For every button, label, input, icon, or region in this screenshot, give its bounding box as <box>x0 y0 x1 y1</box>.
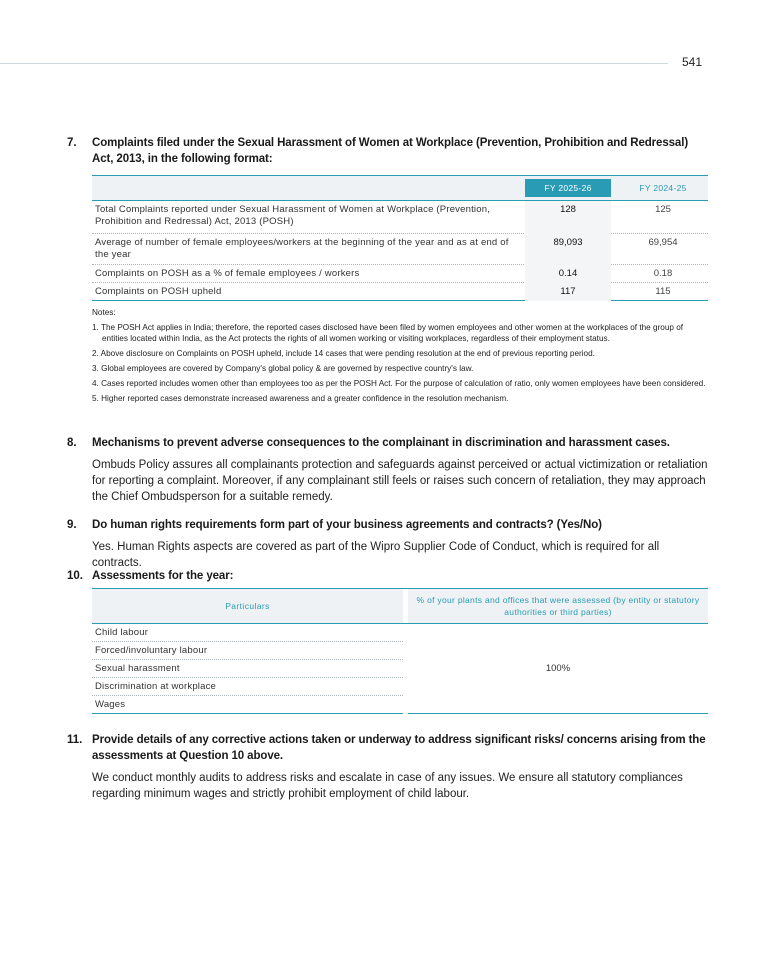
section-9-body: Yes. Human Rights aspects are covered as part of the Wipro Supplier Code of Conduct, which is required for all contracts. <box>92 541 660 569</box>
note-item: 2. Above disclosure on Complaints on POSH upheld, include 14 cases that were pending resolution at the end of previous reporting period. <box>92 349 595 358</box>
section-10-title: Assessments for the year: <box>92 570 234 582</box>
section-11-number: 11. <box>67 734 83 746</box>
section-10-number: 10. <box>67 570 83 582</box>
note-item: 1. The POSH Act applies in India; therefore, the reported cases disclosed have been filed by women employees and other women at the workplaces of the group of entities located within India, as the Act protects the rights of all women working or visiting workplaces, regardless of their employment status. <box>92 323 684 343</box>
posh-complaints-table <box>92 175 708 301</box>
table-row <box>92 201 708 234</box>
section-7 <box>67 135 709 167</box>
table-row <box>92 265 708 283</box>
table-row <box>92 234 708 265</box>
header-fy-2025-26: FY 2025-26 <box>525 179 611 197</box>
row-value-fy2024: 115 <box>655 286 671 297</box>
section-8-title: Mechanisms to prevent adverse consequences to the complainant in discrimination and harassment cases. <box>92 437 670 449</box>
table-row: Wages <box>92 696 403 714</box>
row-value-fy2024: 69,954 <box>648 237 678 248</box>
note-item: 5. Higher reported cases demonstrate increased awareness and a greater confidence in the resolution mechanism. <box>92 394 509 403</box>
row-label: Complaints on POSH as a % of female employees / workers <box>95 268 360 279</box>
posh-table-header <box>92 175 708 201</box>
section-8-body: Ombuds Policy assures all complainants protection and safeguards against perceived or actual victimization or retaliation for reporting a complaint. Moreover, if any complainant still feels or raises such concern of retaliation, they may approach the Chief Ombudsperson for a suitable remedy. <box>92 459 708 503</box>
page-number: 541 <box>682 55 703 69</box>
assessed-percent-value: 100% <box>408 624 708 714</box>
section-7-title: Complaints filed under the Sexual Harassment of Women at Workplace (Prevention, Prohibition and Redressal) Act, 2013, in the following format: <box>92 137 689 165</box>
section-9-number: 9. <box>67 519 77 531</box>
posh-notes <box>92 307 710 408</box>
table-row <box>92 283 708 301</box>
header-percent-assessed: % of your plants and offices that were assessed (by entity or statutory authorities or third parties) <box>408 589 708 623</box>
section-7-number: 7. <box>67 137 77 149</box>
assessments-table <box>92 588 708 713</box>
table-row: Child labour <box>92 624 403 642</box>
row-value-fy2025: 89,093 <box>553 237 583 248</box>
section-11-body: We conduct monthly audits to address risks and escalate in case of any issues. We ensure all statutory compliances regarding minimum wages and strictly prohibit employment of child labour. <box>92 772 683 800</box>
header-fy-2024-25: FY 2024-25 <box>639 183 687 193</box>
row-value-fy2025: 0.14 <box>558 268 578 279</box>
section-11-title: Provide details of any corrective actions taken or underway to address significant risks/ concerns arising from the assessments at Question 10 above. <box>92 734 706 762</box>
row-value-fy2025: 117 <box>560 286 576 297</box>
header-rule <box>0 63 668 64</box>
row-label: Total Complaints reported under Sexual Harassment of Women at Workplace (Prevention, Prohibition and Redressal) Act, 2013 (POSH) <box>95 204 491 227</box>
row-label: Complaints on POSH upheld <box>95 286 222 297</box>
notes-title: Notes: <box>92 308 116 317</box>
section-9 <box>67 517 709 571</box>
table-row: Discrimination at workplace <box>92 678 403 696</box>
table-row: Sexual harassment <box>92 660 403 678</box>
section-8-number: 8. <box>67 437 77 449</box>
section-8 <box>67 435 709 505</box>
row-value-fy2024: 125 <box>655 204 671 215</box>
section-10 <box>67 568 709 584</box>
note-item: 3. Global employees are covered by Company's global policy & are governed by respective country's law. <box>92 364 474 373</box>
header-particulars: Particulars <box>92 589 403 623</box>
table-row: Forced/involuntary labour <box>92 642 403 660</box>
assessments-table-header <box>92 588 708 624</box>
row-value-fy2025: 128 <box>560 204 576 215</box>
note-item: 4. Cases reported includes women other than employees too as per the POSH Act. For the purpose of calculation of ratio, only women employees have been considered. <box>92 379 706 388</box>
section-9-title: Do human rights requirements form part of your business agreements and contracts? (Yes/No) <box>92 519 602 531</box>
section-11 <box>67 732 709 802</box>
row-value-fy2024: 0.18 <box>653 268 673 279</box>
row-label: Average of number of female employees/workers at the beginning of the year and as at end of the year <box>95 237 509 260</box>
